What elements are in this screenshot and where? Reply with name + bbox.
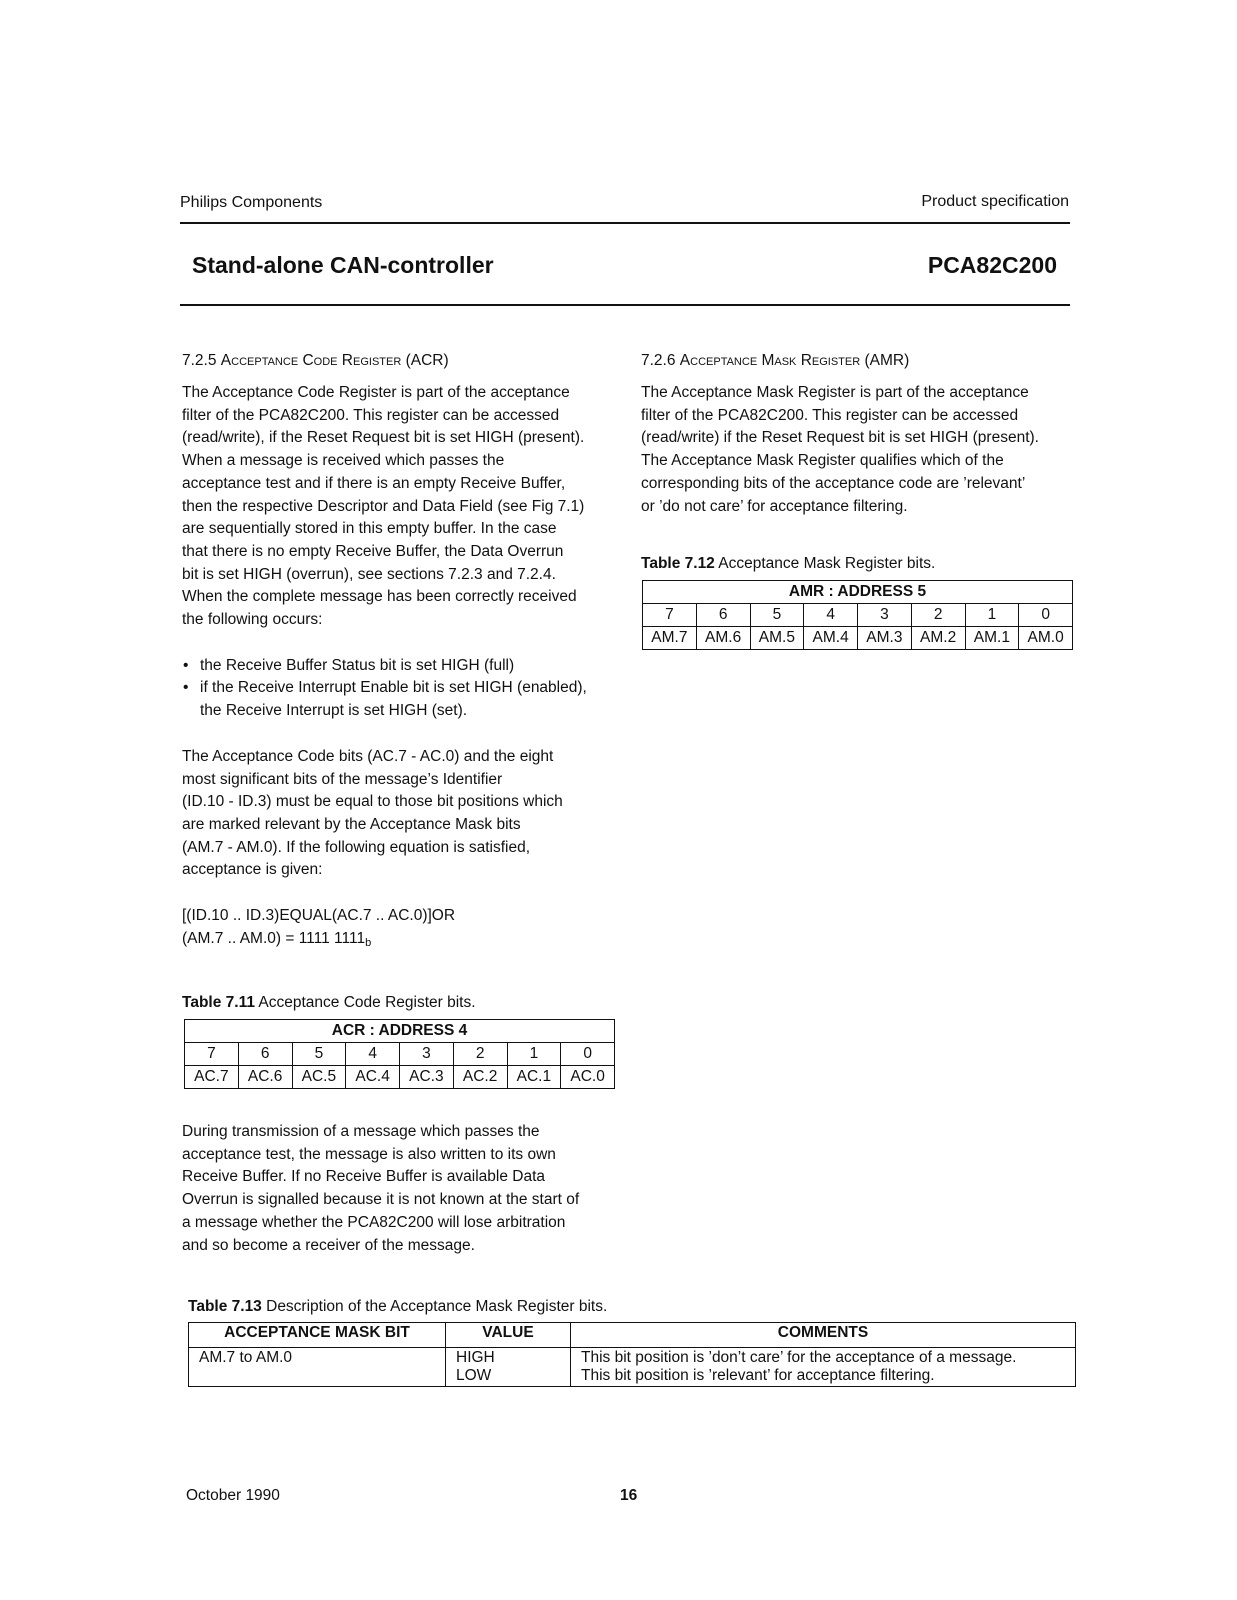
- bit-name-cell: AM.5: [750, 627, 804, 650]
- text-line: are marked relevant by the Acceptance Mask bits: [182, 815, 521, 833]
- bit-name-cell: AC.4: [346, 1066, 400, 1089]
- bit-number-cell: 5: [750, 604, 804, 627]
- bit-number-cell: 6: [696, 604, 750, 627]
- text-line: (ID.10 - ID.3) must be equal to those bit positions which: [182, 793, 563, 811]
- col-header-comments: COMMENTS: [571, 1323, 1076, 1348]
- text-line: that there is no empty Receive Buffer, the Data Overrun: [182, 542, 564, 560]
- text-line: (AM.7 - AM.0). If the following equation is satisfied,: [182, 838, 531, 856]
- comment-high: This bit position is ’don’t care’ for the acceptance of a message.: [581, 1349, 1017, 1366]
- section-heading-amr: [641, 352, 1073, 370]
- footer-date: October 1990: [186, 1487, 280, 1504]
- bit-name-cell: AM.4: [804, 627, 858, 650]
- bit-name-cell: AC.7: [185, 1066, 239, 1089]
- bullet-icon: •: [183, 679, 189, 697]
- document-title: Stand-alone CAN-controller: [192, 252, 494, 278]
- text-line: most significant bits of the message’s Identifier: [182, 770, 503, 788]
- bit-name-cell: AM.6: [696, 627, 750, 650]
- text-line: or ’do not care’ for acceptance filtering.: [641, 497, 908, 515]
- bit-name-cell: AC.0: [561, 1066, 615, 1089]
- bit-number-cell: 5: [292, 1043, 346, 1066]
- comment-low: This bit position is ’relevant’ for acceptance filtering.: [581, 1367, 935, 1384]
- amr-table-header: AMR : ADDRESS 5: [643, 581, 1073, 604]
- bit-number-cell: 7: [643, 604, 697, 627]
- list-item-line: the Receive Interrupt is set HIGH (set).: [200, 702, 468, 720]
- bit-number-cell: 4: [346, 1043, 400, 1066]
- amr-intro-paragraph: [641, 382, 1073, 518]
- section-abbr: (ACR): [405, 352, 449, 369]
- text-line: Overrun is signalled because it is not known at the start of: [182, 1191, 580, 1209]
- company-name: Philips Components: [180, 194, 323, 211]
- part-number: PCA82C200: [927, 252, 1057, 278]
- text-line: acceptance test, the message is also written to its own: [182, 1145, 556, 1163]
- right-column: [641, 352, 1073, 518]
- value-low: LOW: [456, 1367, 492, 1384]
- text-line: corresponding bits of the acceptance code are ’relevant’: [641, 474, 1026, 492]
- text-line: bit is set HIGH (overrun), see sections 7.2.3 and 7.2.4.: [182, 565, 556, 583]
- bit-name-cell: AC.1: [507, 1066, 561, 1089]
- section-heading-acr: [182, 352, 622, 370]
- text-line: acceptance is given:: [182, 861, 323, 879]
- acceptance-equation: [182, 905, 622, 954]
- text-line: When a message is received which passes the: [182, 452, 505, 470]
- value-cell: [446, 1348, 571, 1387]
- equation-subscript: b: [365, 936, 372, 949]
- acr-bit-row: [185, 1043, 615, 1066]
- bit-name-cell: AM.3: [858, 627, 912, 650]
- acr-register-table: [184, 1019, 615, 1089]
- equation-line-1: [(ID.10 .. ID.3)EQUAL(AC.7 .. AC.0)]OR: [182, 907, 456, 925]
- header-rule-bottom: [180, 304, 1070, 306]
- text-line: (read/write), if the Reset Request bit is set HIGH (present).: [182, 429, 585, 447]
- text-line: Receive Buffer. If no Receive Buffer is available Data: [182, 1168, 546, 1186]
- text-line: (read/write) if the Reset Request bit is set HIGH (present).: [641, 429, 1039, 447]
- table-7-13-caption: Table 7.13 Description of the Acceptance Mask Register bits.: [188, 1298, 608, 1315]
- acr-bullet-list: [182, 655, 622, 723]
- bit-number-cell: 2: [911, 604, 965, 627]
- bit-name-cell: AM.7: [643, 627, 697, 650]
- section-name: Acceptance Mask Register: [679, 352, 861, 369]
- bit-number-cell: 6: [238, 1043, 292, 1066]
- table-7-12-caption: Table 7.12 Acceptance Mask Register bits.: [641, 555, 936, 572]
- text-line: The Acceptance Code bits (AC.7 - AC.0) and the eight: [182, 747, 554, 765]
- left-column: [182, 352, 622, 954]
- value-high: HIGH: [456, 1349, 495, 1366]
- list-item-line: if the Receive Interrupt Enable bit is set HIGH (enabled),: [200, 679, 587, 697]
- text-line: The Acceptance Mask Register qualifies which of the: [641, 452, 1004, 470]
- section-abbr: (AMR): [864, 352, 910, 369]
- bit-number-cell: 2: [453, 1043, 507, 1066]
- list-item: [182, 655, 622, 678]
- acr-table-header: ACR : ADDRESS 4: [185, 1020, 615, 1043]
- comments-cell: [571, 1348, 1076, 1387]
- bit-number-cell: 1: [507, 1043, 561, 1066]
- text-line: filter of the PCA82C200. This register can be accessed: [182, 406, 560, 424]
- col-header-mask-bit: ACCEPTANCE MASK BIT: [189, 1323, 446, 1348]
- acr-equation-paragraph: [182, 746, 622, 882]
- bit-number-cell: 3: [858, 604, 912, 627]
- text-line: a message whether the PCA82C200 will lose arbitration: [182, 1213, 566, 1231]
- bit-name-cell: AC.3: [400, 1066, 454, 1089]
- list-item: [182, 677, 622, 722]
- bit-number-cell: 0: [561, 1043, 615, 1066]
- table-row: [189, 1348, 1076, 1387]
- amr-description-table: [188, 1322, 1076, 1387]
- list-item-line: the Receive Buffer Status bit is set HIGH (full): [200, 656, 515, 674]
- bit-name-cell: AC.2: [453, 1066, 507, 1089]
- page-number: 16: [620, 1487, 638, 1504]
- bit-name-cell: AC.6: [238, 1066, 292, 1089]
- text-line: acceptance test and if there is an empty Receive Buffer,: [182, 474, 566, 492]
- header-rule-top: [180, 222, 1070, 224]
- acr-intro-paragraph: [182, 382, 622, 632]
- text-line: are sequentially stored in this empty buffer. In the case: [182, 520, 557, 538]
- section-name: Acceptance Code Register: [220, 352, 402, 369]
- acr-name-row: [185, 1066, 615, 1089]
- section-number: 7.2.6: [641, 352, 676, 369]
- bullet-icon: •: [183, 656, 189, 674]
- amr-bit-row: [643, 604, 1073, 627]
- bit-name-cell: AM.0: [1019, 627, 1073, 650]
- table-7-11-caption: Table 7.11 Acceptance Code Register bits.: [182, 994, 476, 1011]
- bit-number-cell: 1: [965, 604, 1019, 627]
- bit-number-cell: 0: [1019, 604, 1073, 627]
- acr-transmission-paragraph: [182, 1121, 622, 1257]
- mask-bit-cell: AM.7 to AM.0: [189, 1348, 446, 1387]
- text-line: When the complete message has been correctly received: [182, 588, 577, 606]
- bit-name-cell: AM.2: [911, 627, 965, 650]
- bit-number-cell: 7: [185, 1043, 239, 1066]
- col-header-value: VALUE: [446, 1323, 571, 1348]
- bit-number-cell: 3: [400, 1043, 454, 1066]
- equation-line-2: (AM.7 .. AM.0) = 1111 $1111_b$: [182, 929, 372, 949]
- text-line: The Acceptance Code Register is part of the acceptance: [182, 384, 570, 401]
- text-line: and so become a receiver of the message.: [182, 1236, 475, 1254]
- text-line: the following occurs:: [182, 611, 323, 629]
- bit-number-cell: 4: [804, 604, 858, 627]
- amr-register-table: [642, 580, 1073, 650]
- bit-name-cell: AC.5: [292, 1066, 346, 1089]
- section-number: 7.2.5: [182, 352, 217, 369]
- amr-name-row: [643, 627, 1073, 650]
- text-line: then the respective Descriptor and Data Field (see Fig 7.1): [182, 497, 585, 515]
- text-line: During transmission of a message which passes the: [182, 1123, 540, 1140]
- bit-name-cell: AM.1: [965, 627, 1019, 650]
- document-type: Product specification: [921, 193, 1069, 210]
- text-line: The Acceptance Mask Register is part of the acceptance: [641, 384, 1029, 401]
- text-line: filter of the PCA82C200. This register can be accessed: [641, 406, 1019, 424]
